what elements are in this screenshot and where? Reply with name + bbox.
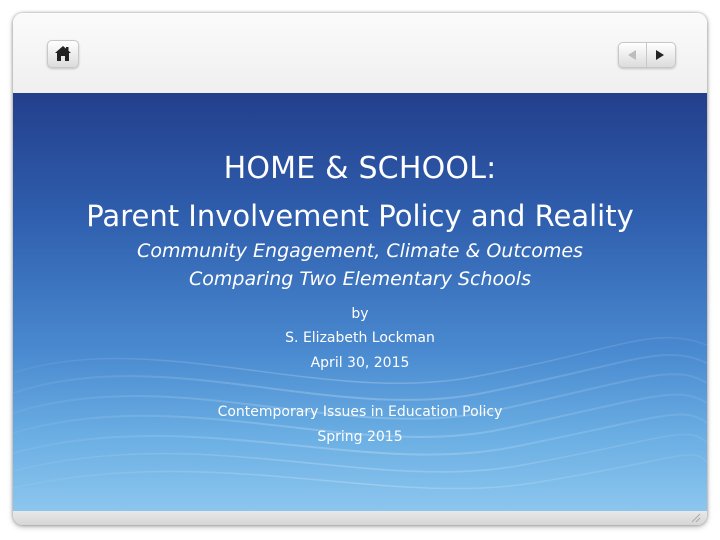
bottom-bar bbox=[13, 511, 707, 525]
home-icon bbox=[54, 45, 72, 62]
by-label: by bbox=[351, 306, 369, 322]
home-button[interactable] bbox=[47, 40, 79, 68]
resize-grip-icon bbox=[691, 513, 701, 523]
slide-title-line1: HOME & SCHOOL: bbox=[223, 151, 497, 186]
slide-subtitle-line2: Comparing Two Elementary Schools bbox=[189, 268, 531, 290]
previous-slide-button[interactable] bbox=[619, 43, 647, 67]
arrow-right-icon bbox=[655, 49, 665, 61]
top-toolbar bbox=[13, 13, 707, 93]
presentation-date: April 30, 2015 bbox=[310, 355, 410, 371]
author-name: S. Elizabeth Lockman bbox=[285, 330, 435, 346]
slide-subtitle-line1: Community Engagement, Climate & Outcomes bbox=[137, 240, 583, 262]
course-name: Contemporary Issues in Education Policy bbox=[217, 404, 503, 420]
slide-navigation bbox=[618, 42, 676, 68]
next-slide-button[interactable] bbox=[647, 43, 674, 67]
slide-title-line2: Parent Involvement Policy and Reality bbox=[86, 199, 634, 233]
course-term: Spring 2015 bbox=[317, 429, 403, 445]
arrow-left-icon bbox=[627, 49, 637, 61]
